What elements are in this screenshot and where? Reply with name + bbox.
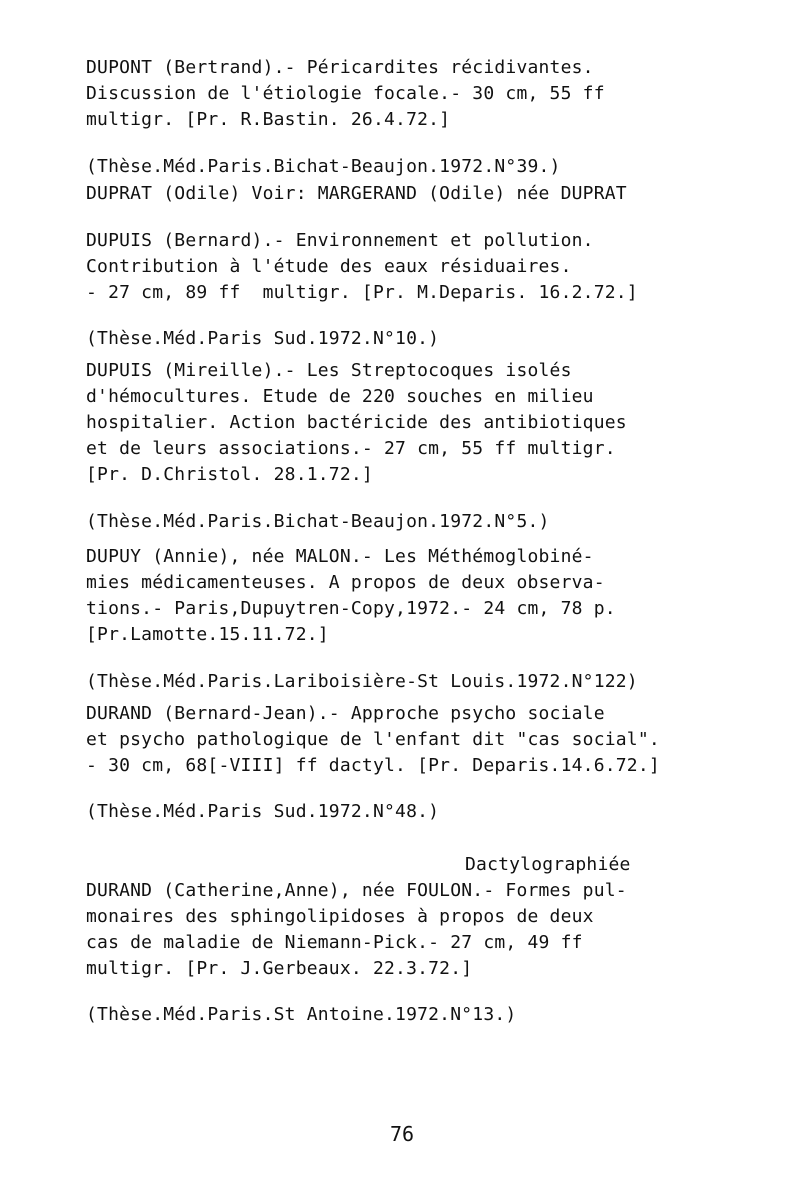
entry-line: d'hémocultures. Etude de 220 souches en milieu <box>86 386 594 407</box>
entry-line: DURAND (Bernard-Jean).- Approche psycho sociale <box>86 703 605 724</box>
entry-line: DUPRAT (Odile) Voir: MARGERAND (Odile) née DUPRAT <box>86 183 627 204</box>
page-number: 76 <box>390 1122 415 1146</box>
entry-note: (Thèse.Méd.Paris Sud.1972.N°10.) <box>86 328 440 349</box>
entry-line: - 27 cm, 89 ff multigr. [Pr. M.Deparis. 16.2.72.] <box>86 282 638 303</box>
entry-line: [Pr.Lamotte.15.11.72.] <box>86 624 329 645</box>
entry-note: (Thèse.Méd.Paris.St Antoine.1972.N°13.) <box>86 1004 517 1025</box>
entry-line: Discussion de l'étiologie focale.- 30 cm, 55 ff <box>86 83 605 104</box>
entry-line: - 30 cm, 68[-VIII] ff dactyl. [Pr. Deparis.14.6.72.] <box>86 755 660 776</box>
entry-note: (Thèse.Méd.Paris.Bichat-Beaujon.1972.N°39.) <box>86 156 561 177</box>
entry-line: DUPUIS (Mireille).- Les Streptocoques isolés <box>86 360 572 381</box>
entry-line: et de leurs associations.- 27 cm, 55 ff multigr. <box>86 438 616 459</box>
entry-line: DUPONT (Bertrand).- Péricardites récidivantes. <box>86 57 594 78</box>
entry-line: monaires des sphingolipidoses à propos de deux <box>86 906 594 927</box>
entry-line: tions.- Paris,Dupuytren-Copy,1972.- 24 cm, 78 p. <box>86 598 616 619</box>
entry-line: cas de maladie de Niemann-Pick.- 27 cm, 49 ff <box>86 932 583 953</box>
entry-line: hospitalier. Action bactéricide des antibiotiques <box>86 412 627 433</box>
entry-line: mies médicamenteuses. A propos de deux observa- <box>86 572 605 593</box>
entry-note: (Thèse.Méd.Paris Sud.1972.N°48.) <box>86 801 440 822</box>
entry-line: multigr. [Pr. J.Gerbeaux. 22.3.72.] <box>86 958 473 979</box>
typing-note: Dactylographiée <box>465 854 631 875</box>
entry-line: Contribution à l'étude des eaux résiduaires. <box>86 256 572 277</box>
entry-line: et psycho pathologique de l'enfant dit "cas social". <box>86 729 660 750</box>
entry-line: DUPUY (Annie), née MALON.- Les Méthémoglobiné- <box>86 546 594 567</box>
entry-note: (Thèse.Méd.Paris.Lariboisière-St Louis.1972.N°122) <box>86 671 638 692</box>
entry-line: multigr. [Pr. R.Bastin. 26.4.72.] <box>86 109 451 130</box>
entry-line: DUPUIS (Bernard).- Environnement et pollution. <box>86 230 594 251</box>
entry-note: (Thèse.Méd.Paris.Bichat-Beaujon.1972.N°5.) <box>86 511 550 532</box>
entry-line: [Pr. D.Christol. 28.1.72.] <box>86 464 373 485</box>
entry-line: DURAND (Catherine,Anne), née FOULON.- Formes pul- <box>86 880 627 901</box>
